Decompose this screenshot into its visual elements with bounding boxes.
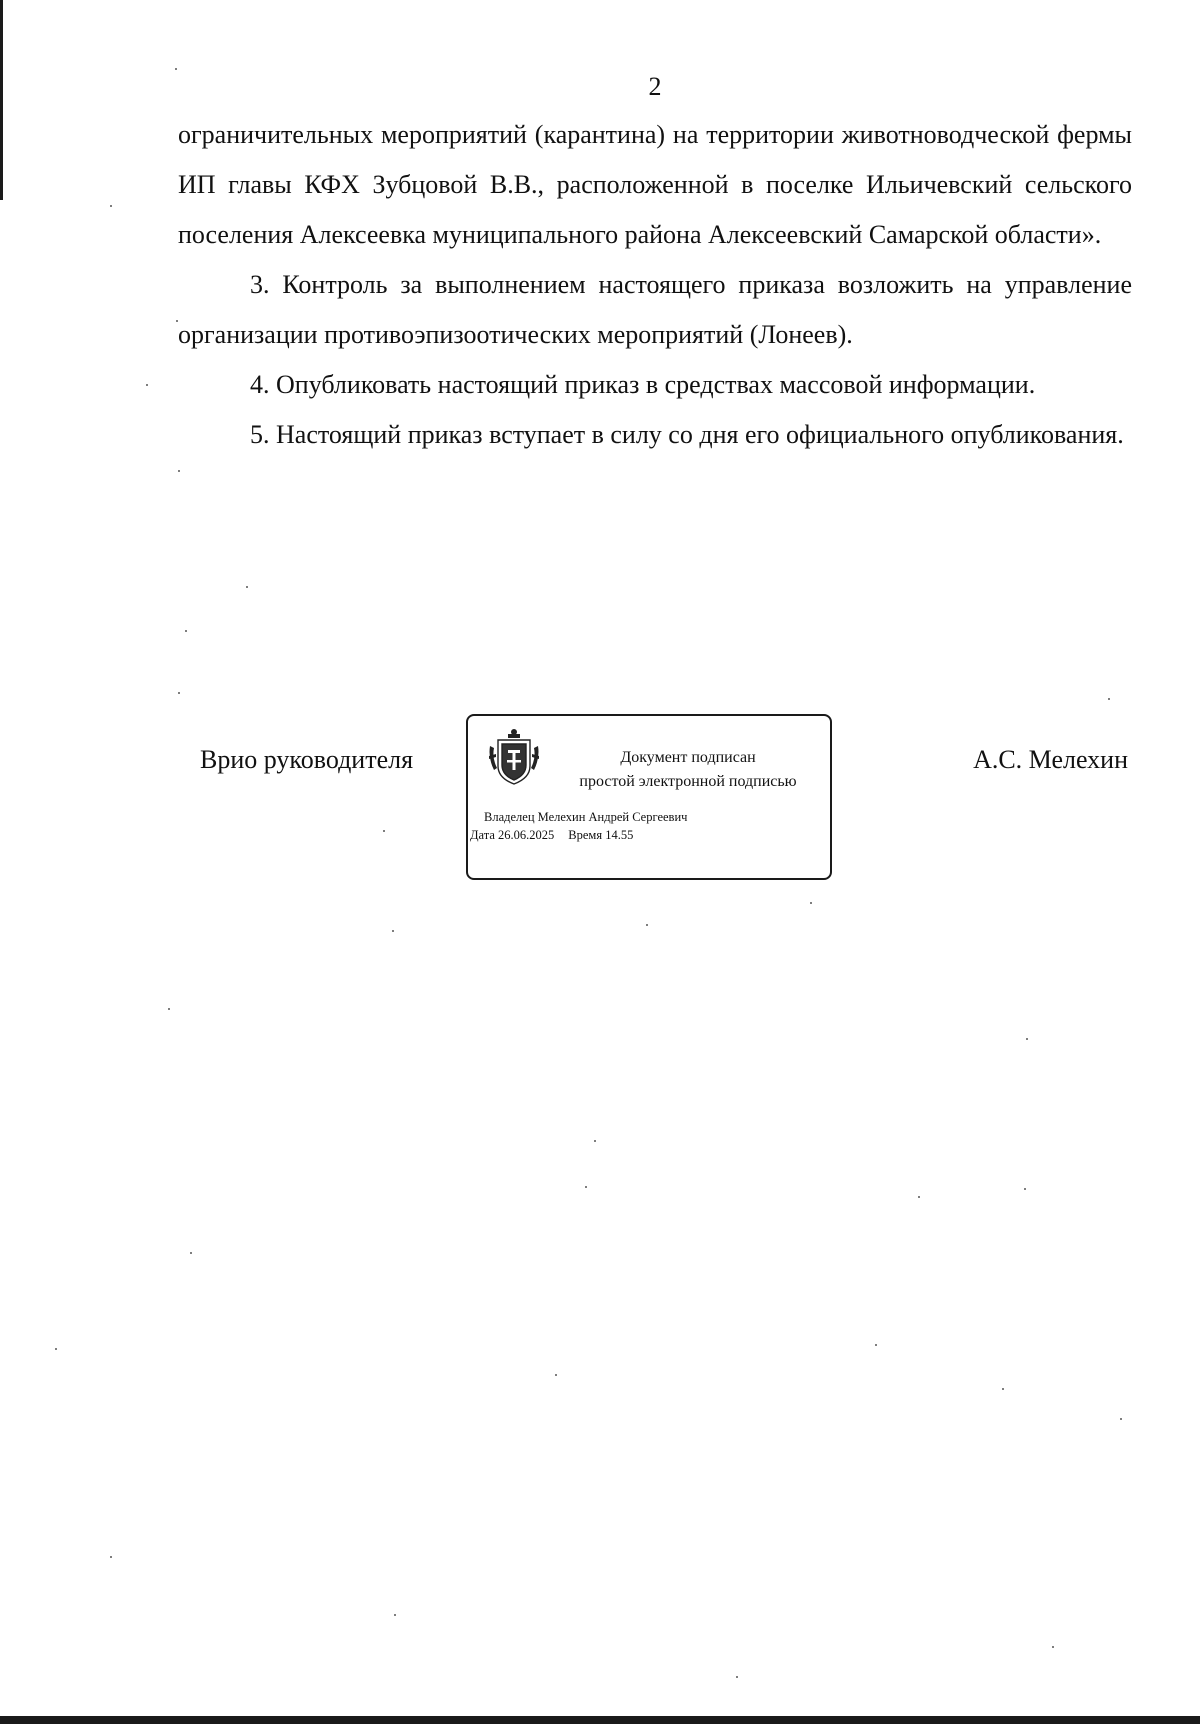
scan-speck <box>392 930 394 932</box>
stamp-owner: Владелец Мелехин Андрей Сергеевич <box>484 810 688 824</box>
stamp-title-line-1: Документ подписан <box>620 749 756 766</box>
scan-speck <box>1108 698 1110 700</box>
scan-speck <box>190 1252 192 1254</box>
paragraph-continuation: ограничительных мероприятий (карантина) на территории животноводческой фермы ИП главы КФХ Зубцовой В.В., расположенной в поселке Ильичевский сельского поселения Алексеевка муниципального района Алексеевский Самарской области». <box>178 120 1132 249</box>
scan-speck <box>1120 1418 1122 1420</box>
stamp-date: Дата 26.06.2025 <box>470 828 555 842</box>
page-number: 2 <box>648 72 662 101</box>
scan-speck <box>594 1140 596 1142</box>
paragraph-4: 4. Опубликовать настоящий приказ в средствах массовой информации. <box>250 370 1036 399</box>
scan-speck <box>175 68 177 70</box>
paragraph-5: 5. Настоящий приказ вступает в силу со дня его официального опубликования. <box>250 420 1124 449</box>
scan-speck <box>110 205 112 207</box>
scan-speck <box>1002 1388 1004 1390</box>
scan-speck <box>555 1374 557 1376</box>
scan-speck <box>736 1676 738 1678</box>
scan-speck <box>168 1008 170 1010</box>
scan-speck <box>146 384 148 386</box>
scan-speck <box>918 1196 920 1198</box>
scan-speck <box>646 924 648 926</box>
scan-speck <box>185 630 187 632</box>
coat-of-arms-icon <box>486 726 542 788</box>
stamp-time: Время 14.55 <box>568 828 634 842</box>
scan-speck <box>176 320 178 322</box>
scan-speck <box>246 586 248 588</box>
scan-speck <box>1024 1188 1026 1190</box>
electronic-signature-stamp <box>466 714 832 880</box>
scan-speck <box>585 1186 587 1188</box>
stamp-date-row <box>468 826 687 844</box>
scan-speck <box>383 830 385 832</box>
scan-speck <box>178 470 180 472</box>
scan-edge-bottom <box>0 1716 1200 1724</box>
scan-speck <box>1052 1646 1054 1648</box>
scan-speck <box>810 902 812 904</box>
scan-speck <box>55 1348 57 1350</box>
signatory-name: А.С. Мелехин <box>973 745 1128 774</box>
scan-speck <box>1026 1038 1028 1040</box>
scan-speck <box>394 1614 396 1616</box>
paragraph-3: 3. Контроль за выполнением настоящего приказа возложить на управление организации противоэпизоотических мероприятий (Лонеев). <box>178 270 1132 349</box>
scan-speck <box>875 1344 877 1346</box>
stamp-title <box>548 746 828 794</box>
scan-speck <box>110 1556 112 1558</box>
stamp-meta <box>468 808 687 844</box>
signatory-position: Врио руководителя <box>200 745 414 774</box>
scan-speck <box>178 692 180 694</box>
document-body <box>178 110 1132 460</box>
stamp-title-line-2: простой электронной подписью <box>579 773 797 790</box>
